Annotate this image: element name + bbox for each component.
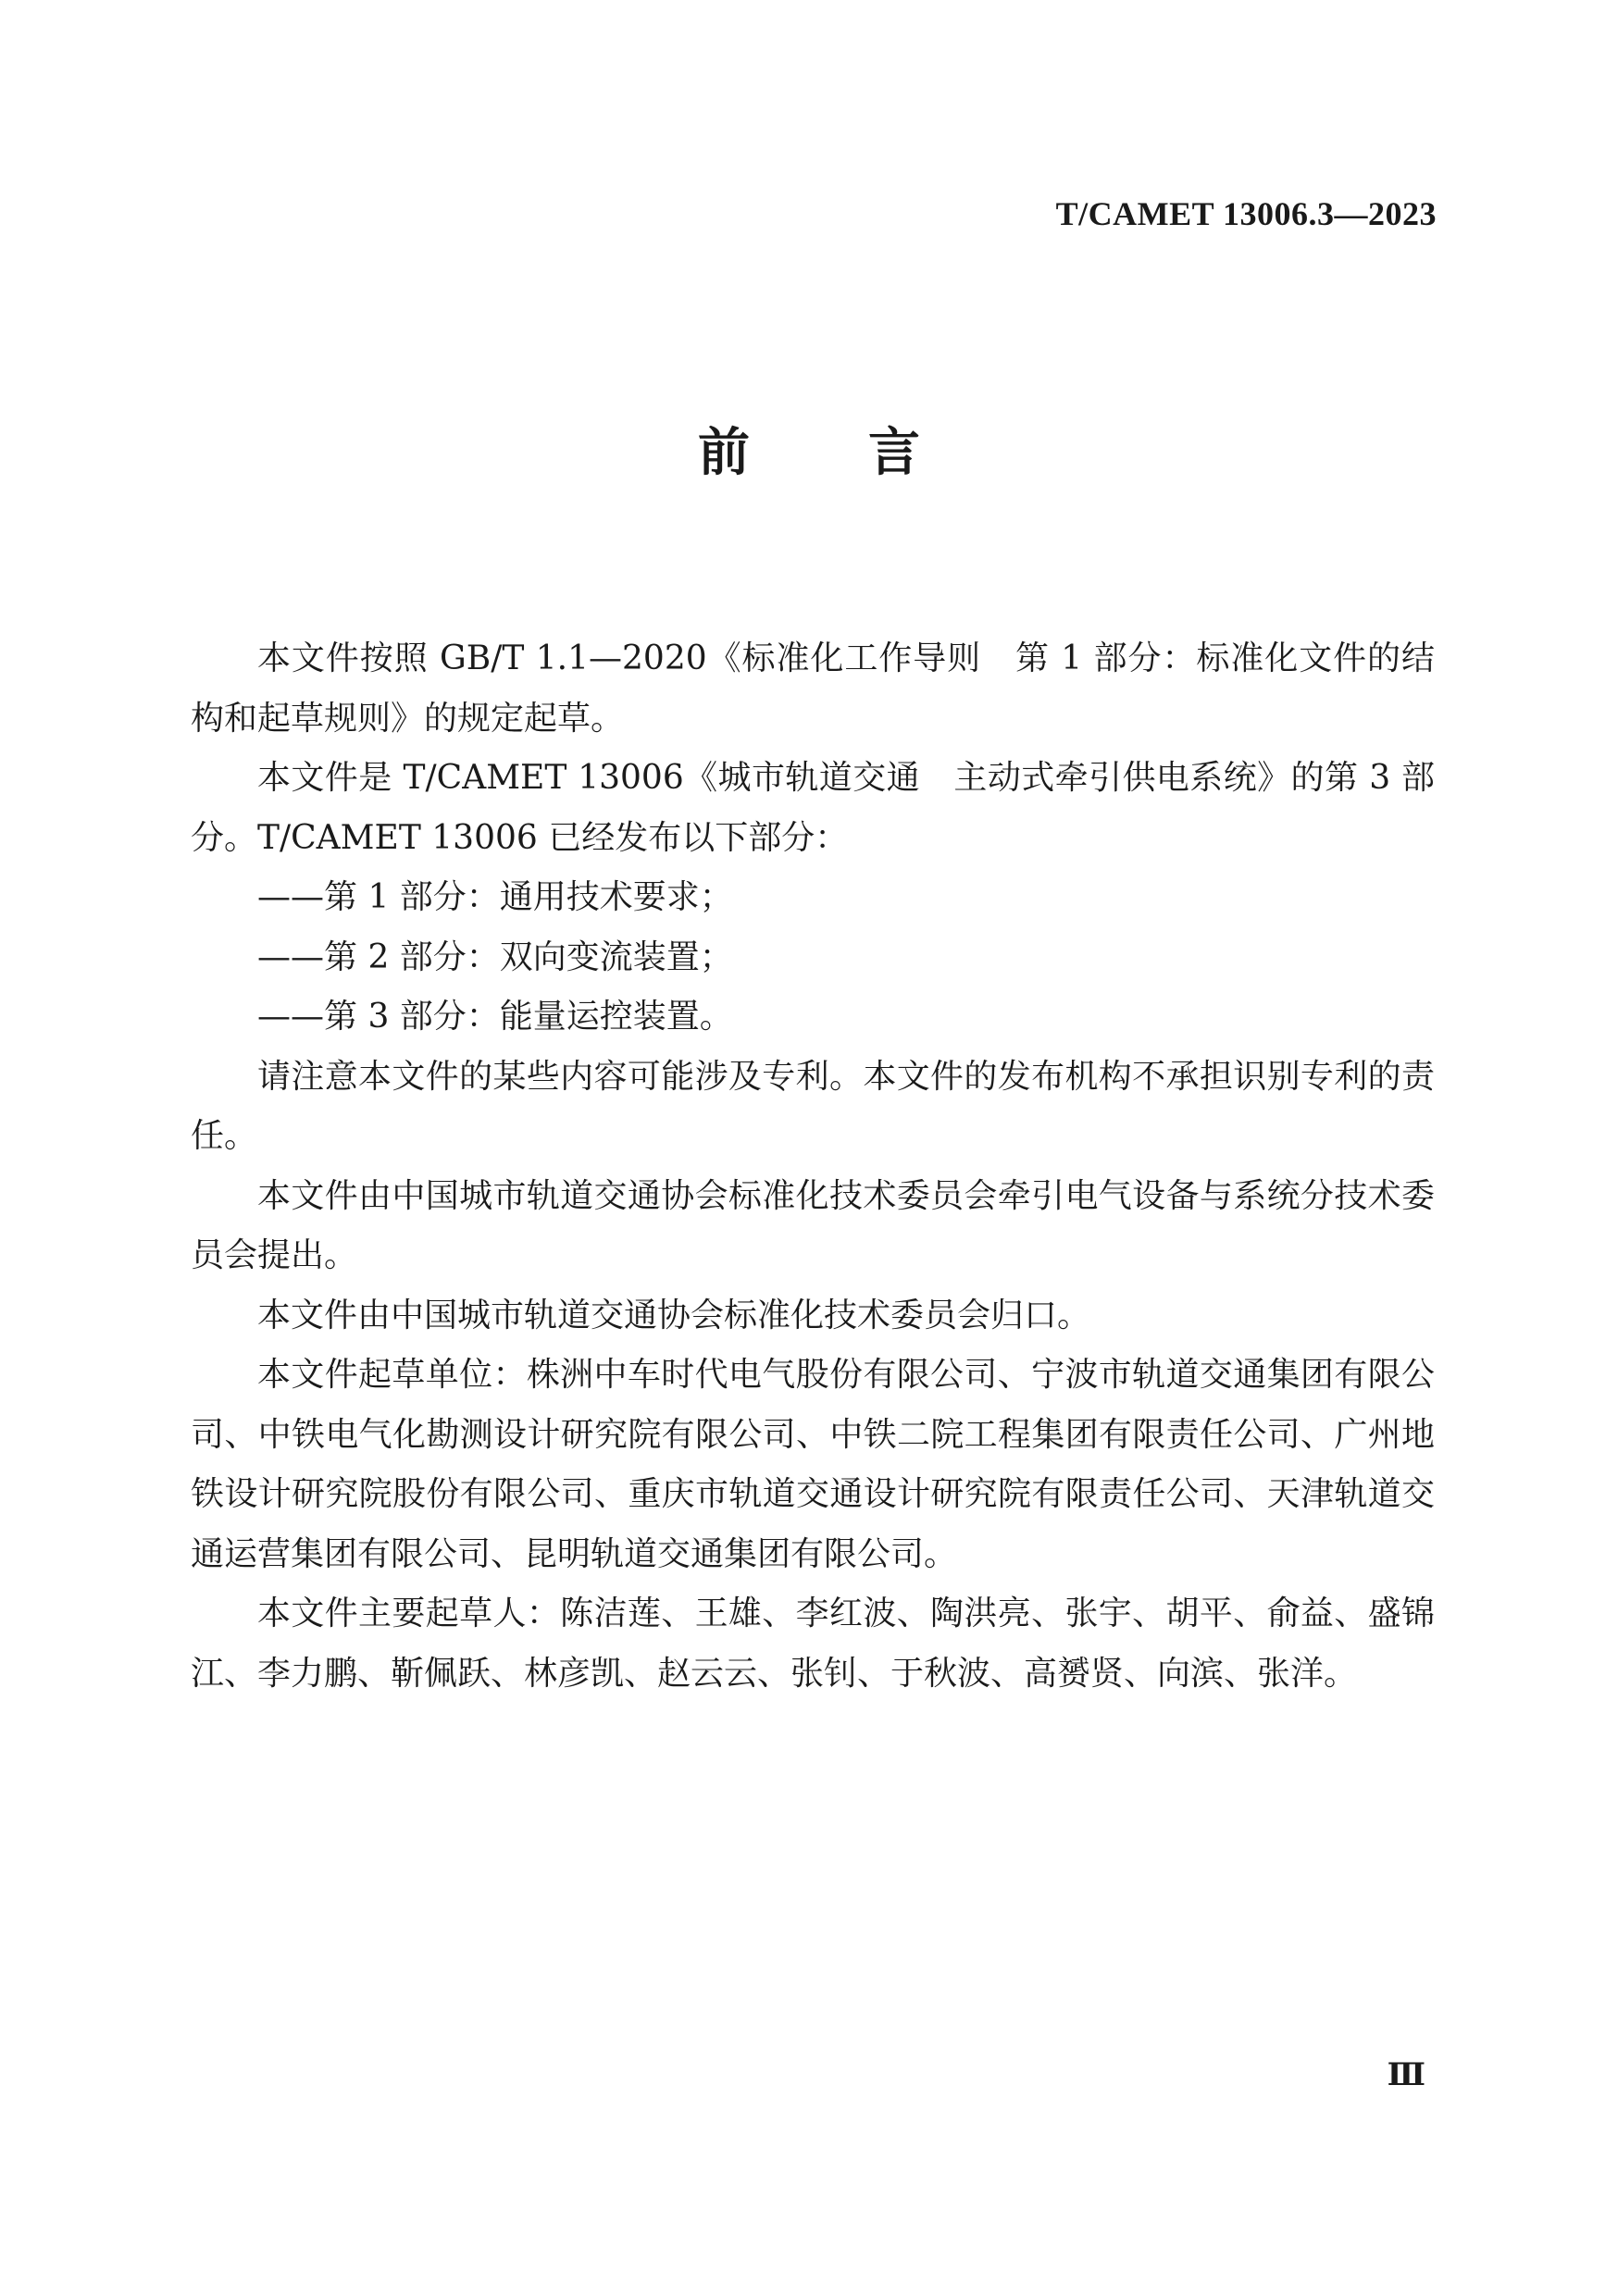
title-char-2: 言 xyxy=(868,423,920,483)
page-title xyxy=(0,421,1618,486)
title-char-1: 前 xyxy=(698,423,750,483)
document-code: T/CAMET 13006.3—2023 xyxy=(1055,195,1437,232)
paragraph-drafting-rules: 本文件按照 GB/T 1.1—2020《标准化工作导则 第 1 部分：标准化文件的结构和起草规则》的规定起草。 xyxy=(191,639,1435,738)
foreword-body xyxy=(191,629,1435,1704)
paragraph-drafters: 本文件主要起草人：陈洁莲、王雄、李红波、陶洪亮、张宇、胡平、俞益、盛锦江、李力鹏、靳佩跃、林彦凯、赵云云、张钊、于秋波、高赟贤、向滨、张洋。 xyxy=(191,1595,1435,1693)
list-item-part-3: ——第 3 部分：能量运控装置。 xyxy=(257,998,733,1036)
page-number: Ⅲ xyxy=(1387,2058,1425,2092)
paragraph-proposed-by: 本文件由中国城市轨道交通协会标准化技术委员会牵引电气设备与系统分技术委员会提出。 xyxy=(191,1176,1435,1274)
list-item-part-2: ——第 2 部分：双向变流装置； xyxy=(257,937,733,976)
list-item-part-1: ——第 1 部分：通用技术要求； xyxy=(257,878,733,916)
paragraph-series-part: 本文件是 T/CAMET 13006《城市轨道交通 主动式牵引供电系统》的第 3 部分。T/CAMET 13006 已经发布以下部分： xyxy=(191,759,1435,857)
paragraph-administered-by: 本文件由中国城市轨道交通协会标准化技术委员会归口。 xyxy=(257,1296,1091,1334)
paragraph-patent-notice: 请注意本文件的某些内容可能涉及专利。本文件的发布机构不承担识别专利的责任。 xyxy=(191,1057,1435,1155)
paragraph-drafting-organizations: 本文件起草单位：株洲中车时代电气股份有限公司、宁波市轨道交通集团有限公司、中铁电气化勘测设计研究院有限公司、中铁二院工程集团有限责任公司、广州地铁设计研究院股份有限公司、重庆市轨道交通设计研究院有限责任公司、天津轨道交通运营集团有限公司、昆明轨道交通集团有限公司。 xyxy=(191,1356,1435,1573)
